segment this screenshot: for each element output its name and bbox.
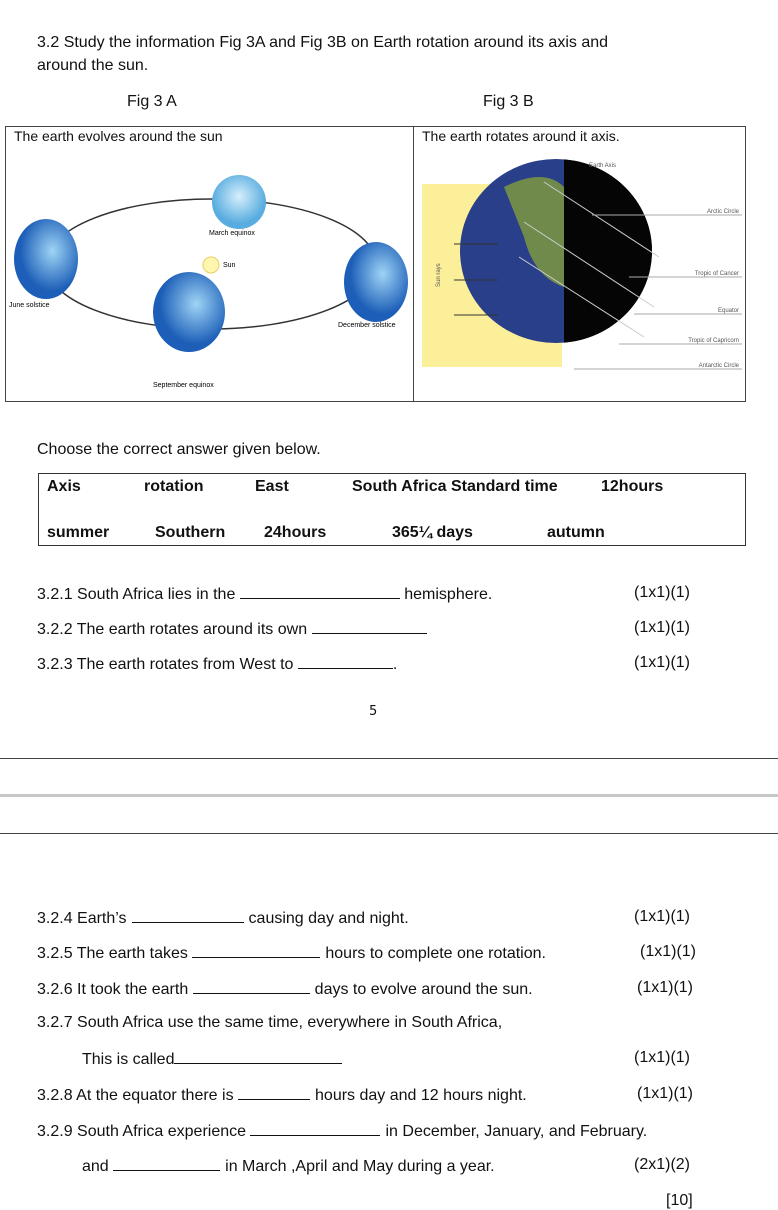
fig-a-title: The earth evolves around the sun	[14, 128, 223, 144]
marks: (1x1)(1)	[634, 908, 691, 925]
word: summer	[47, 524, 110, 541]
marks: (1x1)(1)	[637, 1085, 694, 1102]
question-3-2-6: 3.2.6 It took the earth	[37, 981, 189, 998]
marks: (1x1)(1)	[634, 1049, 691, 1066]
fig-b-title: The earth rotates around it axis.	[422, 128, 620, 144]
question-text: and	[82, 1158, 109, 1175]
question-text: hours day and 12 hours night.	[315, 1087, 527, 1104]
question-text: .	[392, 656, 398, 673]
question-3-2-1: 3.2.1 South Africa lies in the	[37, 586, 236, 603]
word: autumn	[547, 524, 605, 541]
question-3-2-3: 3.2.3 The earth rotates from West to	[37, 656, 294, 673]
word: 24hours	[264, 524, 327, 541]
question-3-2-5: 3.2.5 The earth takes	[37, 945, 188, 962]
fig-a-caption: Fig 3 A	[127, 93, 177, 110]
rotation-diagram	[414, 127, 745, 401]
label-march: March equinox	[209, 230, 255, 237]
answer-blank[interactable]	[240, 584, 400, 599]
intro-line1: 3.2 Study the information Fig 3A and Fig 3B on Earth rotation around its axis and	[37, 34, 609, 51]
label-cancer: Tropic of Cancer	[694, 271, 739, 277]
marks: (2x1)(2)	[634, 1156, 691, 1173]
label-arctic: Arctic Circle	[706, 209, 739, 215]
divider	[0, 758, 778, 759]
earth-september	[153, 272, 225, 352]
fig-b-caption: Fig 3 B	[483, 93, 534, 110]
word: 12hours	[601, 478, 664, 495]
label-december: December solstice	[338, 322, 396, 329]
marks: (1x1)(1)	[634, 584, 691, 601]
figure-3a	[5, 126, 414, 402]
answer-blank[interactable]	[174, 1049, 342, 1064]
label-equator: Equator	[717, 308, 739, 314]
sun	[203, 257, 219, 273]
word: 365¼ days	[392, 524, 473, 541]
earth-march	[212, 175, 266, 229]
marks: (1x1)(1)	[634, 654, 691, 671]
marks: (1x1)(1)	[634, 619, 691, 636]
instruction: Choose the correct answer given below.	[37, 441, 321, 458]
word-bank	[38, 473, 746, 546]
word: Southern	[155, 524, 226, 541]
question-text: in March ,April and May during a year.	[225, 1158, 495, 1175]
question-text: causing day and night.	[248, 910, 409, 927]
answer-blank[interactable]	[192, 943, 320, 958]
answer-blank[interactable]	[250, 1121, 380, 1136]
question-3-2-7: 3.2.7 South Africa use the same time, everywhere in South Africa,	[37, 1014, 503, 1031]
word: rotation	[144, 478, 204, 495]
figure-3b	[413, 126, 746, 402]
label-september: September equinox	[153, 382, 214, 389]
earth-december	[344, 242, 408, 322]
question-text: This is called	[82, 1051, 175, 1068]
divider	[0, 833, 778, 834]
label-antarctic: Antarctic Circle	[698, 363, 739, 369]
question-3-2-4: 3.2.4 Earth’s	[37, 910, 127, 927]
question-text: hours to complete one rotation.	[325, 945, 546, 962]
earth-june	[14, 219, 78, 299]
answer-blank[interactable]	[238, 1085, 310, 1100]
label-june: June solstice	[9, 302, 50, 309]
word: East	[255, 478, 289, 495]
question-text: days to evolve around the sun.	[314, 981, 533, 998]
label-rays: Sun rays	[436, 263, 442, 287]
page-break	[0, 794, 778, 797]
word: South Africa Standard time	[352, 478, 558, 495]
answer-blank[interactable]	[113, 1156, 220, 1171]
marks: (1x1)(1)	[637, 979, 694, 996]
label-axis: Earth Axis	[589, 163, 617, 169]
answer-blank[interactable]	[132, 908, 244, 923]
question-text: in December, January, and February.	[385, 1123, 648, 1140]
marks: (1x1)(1)	[640, 943, 697, 960]
answer-blank[interactable]	[298, 654, 393, 669]
question-3-2-9: 3.2.9 South Africa experience	[37, 1123, 247, 1140]
page-number: 5	[369, 704, 378, 719]
total-marks: [10]	[666, 1192, 693, 1209]
answer-blank[interactable]	[193, 979, 310, 994]
answer-blank[interactable]	[312, 619, 427, 634]
orbit-diagram	[6, 127, 413, 401]
word: Axis	[47, 478, 81, 495]
question-3-2-8: 3.2.8 At the equator there is	[37, 1087, 234, 1104]
question-3-2-2: 3.2.2 The earth rotates around its own	[37, 621, 308, 638]
label-sun: Sun	[223, 262, 236, 269]
intro-line2: around the sun.	[37, 57, 149, 74]
label-capricorn: Tropic of Capricorn	[688, 338, 739, 344]
question-text: hemisphere.	[404, 586, 493, 603]
